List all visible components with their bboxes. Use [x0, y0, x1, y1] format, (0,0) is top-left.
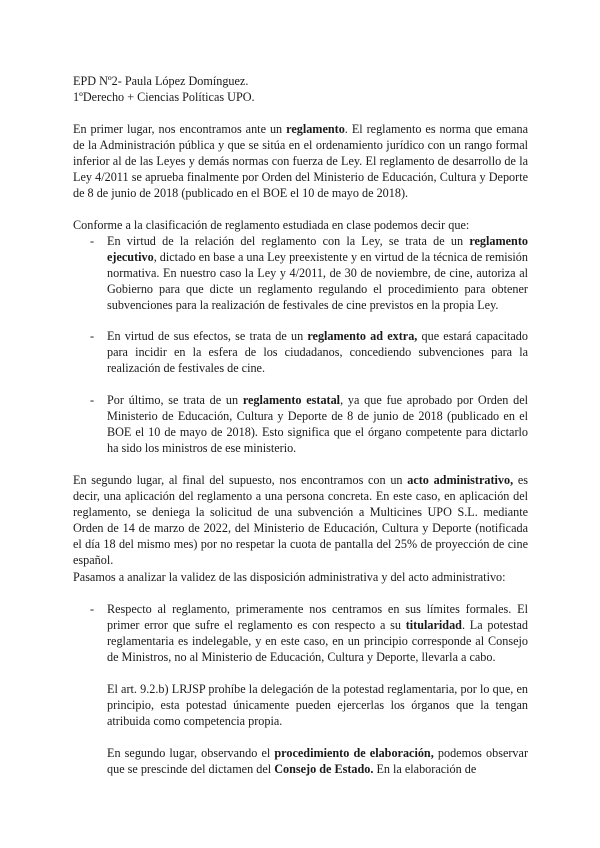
- text-run: Por último, se trata de un: [107, 393, 243, 407]
- text-run: En segundo lugar, al final del supuesto, nos encontramos con un: [73, 473, 408, 487]
- degree-line: 1ºDerecho + Ciencias Políticas UPO.: [73, 90, 255, 104]
- paragraph-clasificacion: Conforme a la clasificación de reglamento estudiada en clase podemos decir que:: [73, 218, 470, 232]
- text-run: En segundo lugar, observando el: [107, 746, 275, 760]
- text-run: que estará capacitado para incidir en la esfera de los ciudadanos, concediendo subvenciones para la realización de festivales de cine.: [107, 329, 528, 375]
- list-dash: -: [90, 329, 95, 343]
- paragraph-reglamento-intro: [73, 121, 528, 201]
- text-run: . El reglamento es norma que emana de la Administración pública y que se sitúa en el ordenamiento jurídico con un rango formal inferior al de las Leyes y demás normas con fuerza de Ley. El reglamento de desarrollo de la Ley 4/2011 se aprueba finalmente por Orden del Ministerio de Educación, Cultura y Deporte de 8 de junio de 2018 (publicado en el BOE el 10 de mayo de 2018).: [73, 122, 529, 200]
- text-run: , dictado en base a una Ley preexistente y en virtud de la técnica de remisión normativa. En nuestro caso la Ley y 4/2011, de 30 de noviembre, de cine, autoriza al Gobierno para que dicte un reglamento regulando el procedimiento para obtener subvenciones para la realización de festivales de cine previstos en la propia Ley.: [107, 250, 528, 312]
- list-dash: -: [90, 602, 95, 616]
- text-run: En virtud de sus efectos, se trata de un: [107, 329, 308, 343]
- text-run: . La potestad reglamentaria es indelegable, y en este caso, en un principio corresponde al Consejo de Ministros, no al Ministerio de Educación, Cultura y Deporte, llevarla a cabo.: [107, 618, 528, 664]
- list-item-ad-extra: [107, 328, 528, 376]
- paragraph-acto-administrativo: [73, 472, 528, 568]
- list-item-ejecutivo: [107, 233, 528, 313]
- bold-term: reglamento ejecutivo: [107, 234, 528, 264]
- text-run: Respecto al reglamento, primeramente nos centramos en sus límites formales. El primer error que sufre el reglamento es con respecto a su: [107, 602, 528, 632]
- bold-term: titularidad: [405, 618, 462, 632]
- bold-term: procedimiento de elaboración,: [274, 746, 434, 760]
- paragraph-art-9: El art. 9.2.b) LRJSP prohíbe la delegación de la potestad reglamentaria, por lo que, en principio, esta potestad únicamente pueden ejercerlas los órganos que la tengan atribuida como competencia propia.: [107, 682, 528, 728]
- list-item-titularidad: [107, 601, 528, 665]
- document-header: [73, 73, 528, 105]
- list-dash: -: [90, 234, 95, 248]
- list-dash: -: [90, 393, 95, 407]
- bold-term: acto administrativo,: [407, 473, 514, 487]
- text-run: En virtud de la relación del reglamento con la Ley, se trata de un: [107, 234, 470, 248]
- paragraph-validez: Pasamos a analizar la validez de las disposición administrativa y del acto administrativo:: [73, 570, 506, 584]
- bold-term: reglamento estatal: [242, 393, 341, 407]
- bold-term: Consejo de Estado.: [274, 762, 374, 776]
- author-line: EPD Nº2- Paula López Domínguez.: [73, 74, 249, 88]
- text-run: En primer lugar, nos encontramos ante un: [73, 122, 287, 136]
- list-item-estatal: [107, 392, 528, 456]
- text-run: es decir, una aplicación del reglamento a una persona concreta. En este caso, en aplicación del reglamento, se deniega la solicitud de una subvención a Multicines UPO S.L. mediante Orden de 14 de marzo de 2022, del Ministerio de Educación, Cultura y Deporte (notificada el día 18 del mismo mes) por no respetar la cuota de pantalla del 25% de proyección de cine español.: [73, 473, 528, 567]
- text-run: , ya que fue aprobado por Orden del Ministerio de Educación, Cultura y Deporte de 8 de junio de 2018 (publicado en el BOE el 10 de mayo de 2018). Esto significa que el órgano competente para dictarlo ha sido los ministros de ese ministerio.: [107, 393, 528, 455]
- bold-term: reglamento ad extra,: [307, 329, 418, 343]
- bold-term: reglamento: [286, 122, 345, 136]
- text-run: podemos observar que se prescinde del dictamen del: [107, 746, 528, 776]
- text-run: En la elaboración de: [373, 762, 477, 776]
- paragraph-procedimiento: [107, 745, 528, 777]
